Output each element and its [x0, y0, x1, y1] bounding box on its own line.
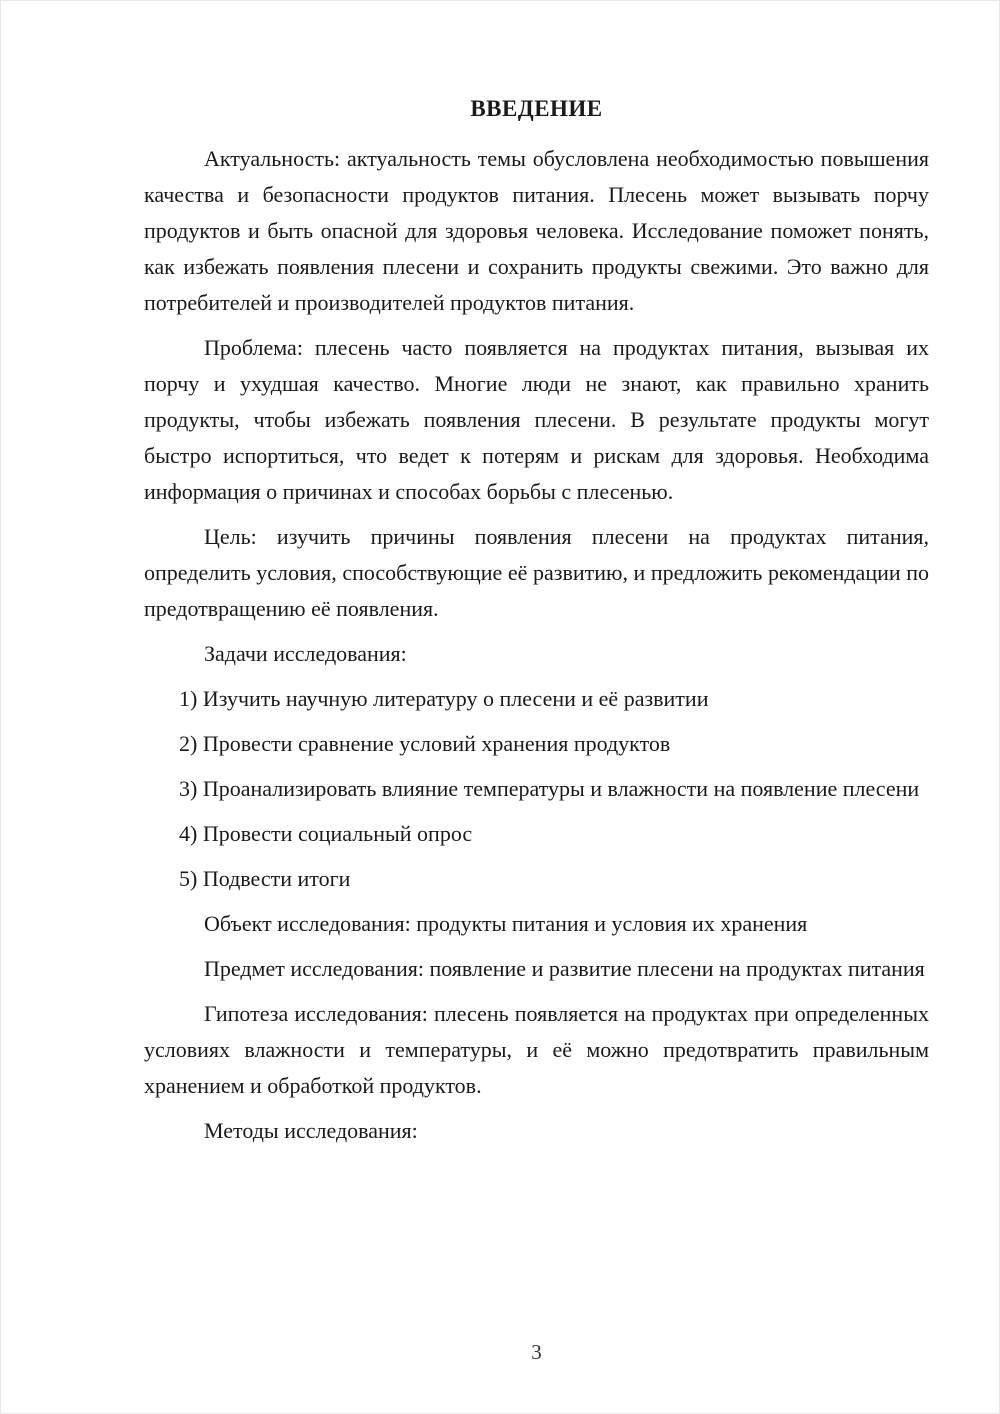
paragraph-subject: Предмет исследования: появление и развитие плесени на продуктах питания	[204, 956, 925, 981]
task-item-1: 1) Изучить научную литературу о плесени и её развитии	[179, 686, 709, 711]
paragraph-hypothesis: Гипотеза исследования: плесень появляется на продуктах при определенных условиях влажности и температуры, и её можно предотвратить правильным хранением и обработкой продуктов.	[144, 1001, 929, 1098]
task-item-3: 3) Проанализировать влияние температуры и влажности на появление плесени	[179, 776, 920, 801]
task-item-4: 4) Провести социальный опрос	[179, 821, 473, 846]
paragraph-object: Объект исследования: продукты питания и условия их хранения	[204, 911, 808, 936]
task-item-2: 2) Провести сравнение условий хранения продуктов	[179, 731, 671, 756]
methods-heading: Методы исследования:	[204, 1118, 418, 1143]
tasks-heading: Задачи исследования:	[204, 641, 407, 666]
paragraph-problem: Проблема: плесень часто появляется на продуктах питания, вызывая их порчу и ухудшая качество. Многие люди не знают, как правильно хранить продукты, чтобы избежать появления плесени. В результате продукты могут быстро испортиться, что ведет к потерям и рискам для здоровья. Необходима информация о причинах и способах борьбы с плесенью.	[144, 335, 929, 504]
page-number: 3	[531, 1340, 542, 1364]
task-item-5: 5) Подвести итоги	[179, 866, 351, 891]
page-content	[144, 91, 929, 1158]
paragraph-actuality: Актуальность: актуальность темы обусловлена необходимостью повышения качества и безопасности продуктов питания. Плесень может вызывать порчу продуктов и быть опасной для здоровья человека. Исследование поможет понять, как избежать появления плесени и сохранить продукты свежими. Это важно для потребителей и производителей продуктов питания.	[144, 146, 929, 315]
page-title: ВВЕДЕНИЕ	[470, 96, 603, 121]
paragraph-goal: Цель: изучить причины появления плесени на продуктах питания, определить условия, способствующие её развитию, и предложить рекомендации по предотвращению её появления.	[144, 524, 929, 621]
